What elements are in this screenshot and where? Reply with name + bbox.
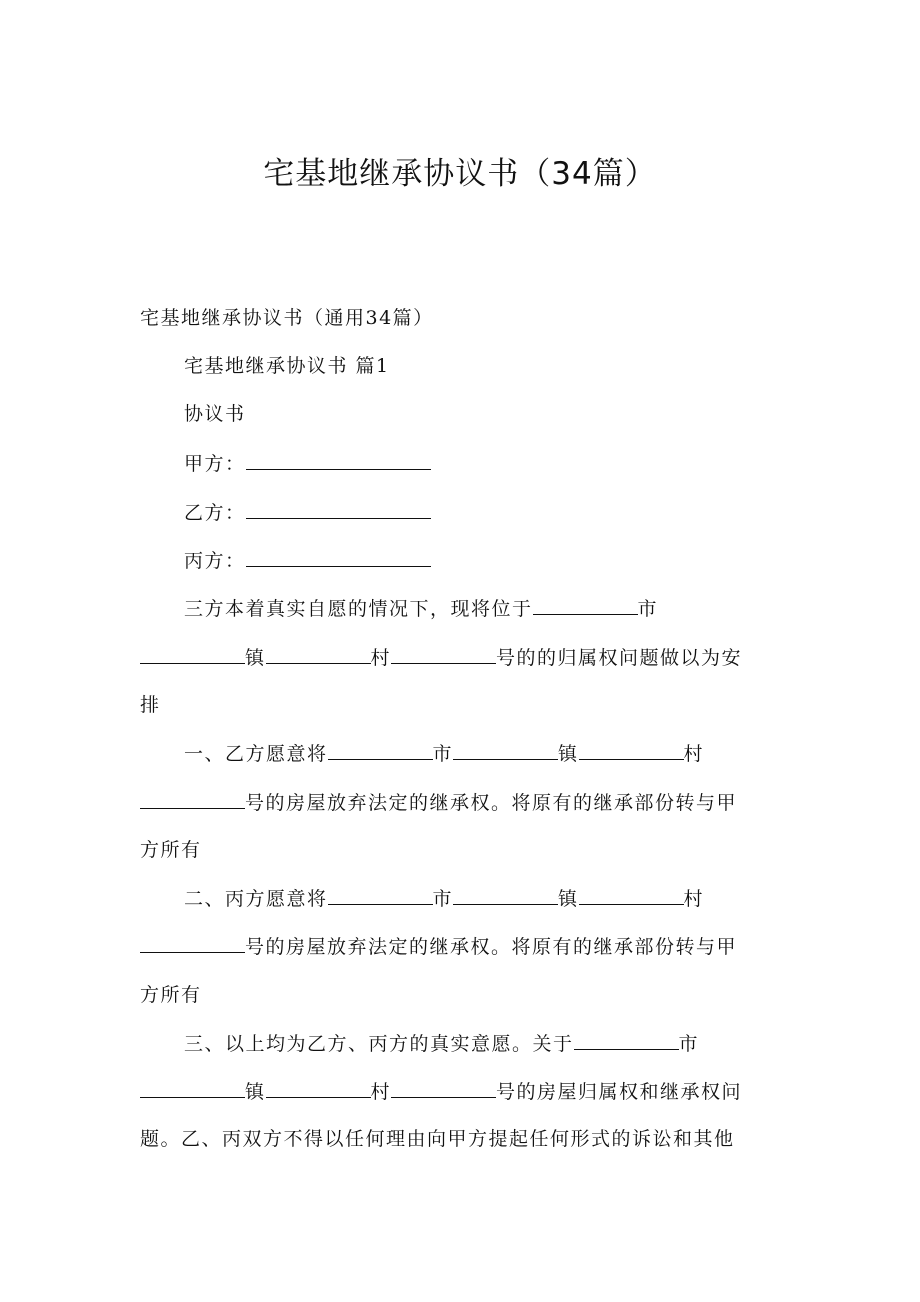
- section-heading: 宅基地继承协议书 篇1: [184, 355, 390, 377]
- village-label: 村: [683, 888, 705, 910]
- town-blank: [266, 645, 371, 664]
- city-label: 市: [432, 888, 454, 910]
- village-label: 村: [370, 1081, 392, 1103]
- party-a-label: 甲方：: [184, 453, 246, 475]
- city-blank: [328, 741, 433, 760]
- clause-text: 三、以上均为乙方、丙方的真实意愿。关于: [184, 1033, 574, 1055]
- city-label: 市: [637, 598, 659, 620]
- village-blank: [579, 741, 684, 760]
- clause1-line-2: [140, 790, 737, 815]
- party-a-line: [184, 451, 431, 476]
- clause2-line-2: [140, 934, 737, 959]
- clause1-line-1: [184, 741, 704, 766]
- city-blank: [574, 1031, 679, 1050]
- party-a-blank: [246, 451, 431, 470]
- town-blank: [453, 886, 558, 905]
- party-c-label: 丙方：: [184, 550, 246, 572]
- clause1-line-3: 方所有: [140, 839, 202, 861]
- subtitle: 宅基地继承协议书（通用34篇）: [140, 307, 434, 329]
- village-label: 村: [683, 743, 705, 765]
- clause-text: 号的房屋放弃法定的继承权。将原有的继承部份转与甲: [245, 792, 738, 814]
- number-blank: [140, 934, 245, 953]
- number-blank: [391, 1079, 496, 1098]
- intro-line-3: 排: [140, 694, 161, 716]
- intro-text: 三方本着真实自愿的情况下，现将位于: [184, 598, 533, 620]
- town-blank: [453, 741, 558, 760]
- city-name-blank: [140, 645, 245, 664]
- number-blank: [140, 790, 245, 809]
- intro-line-1: [184, 596, 658, 621]
- town-blank: [266, 1079, 371, 1098]
- village-blank: [579, 886, 684, 905]
- intro-line-2: [140, 645, 742, 670]
- clause3-line-2: [140, 1079, 742, 1104]
- party-b-blank: [246, 500, 431, 519]
- town-label: 镇: [245, 647, 266, 669]
- city-blank: [533, 596, 638, 615]
- clause-text: 号的房屋放弃法定的继承权。将原有的继承部份转与甲: [245, 936, 738, 958]
- clause2-line-1: [184, 886, 704, 911]
- town-label: 镇: [558, 743, 579, 765]
- number-blank: [391, 645, 496, 664]
- clause2-line-3: 方所有: [140, 984, 202, 1006]
- city-label: 市: [678, 1033, 700, 1055]
- document-title: 宅基地继承协议书（34篇）: [263, 156, 657, 192]
- city-name-blank: [140, 1079, 245, 1098]
- party-b-line: [184, 500, 431, 525]
- doc-heading: 协议书: [184, 403, 246, 425]
- city-label: 市: [432, 743, 454, 765]
- party-c-line: [184, 548, 431, 573]
- intro-text: 号的的归属权问题做以为安: [496, 647, 743, 669]
- town-label: 镇: [245, 1081, 266, 1103]
- city-blank: [328, 886, 433, 905]
- clause-text: 一、乙方愿意将: [184, 743, 328, 765]
- party-c-blank: [246, 548, 431, 567]
- party-b-label: 乙方：: [184, 502, 246, 524]
- clause3-line-1: [184, 1031, 699, 1056]
- town-label: 镇: [558, 888, 579, 910]
- clause-text: 号的房屋归属权和继承权问: [496, 1081, 743, 1103]
- village-label: 村: [370, 647, 392, 669]
- clause3-line-3: 题。乙、丙双方不得以任何理由向甲方提起任何形式的诉讼和其他: [140, 1128, 735, 1150]
- clause-text: 二、丙方愿意将: [184, 888, 328, 910]
